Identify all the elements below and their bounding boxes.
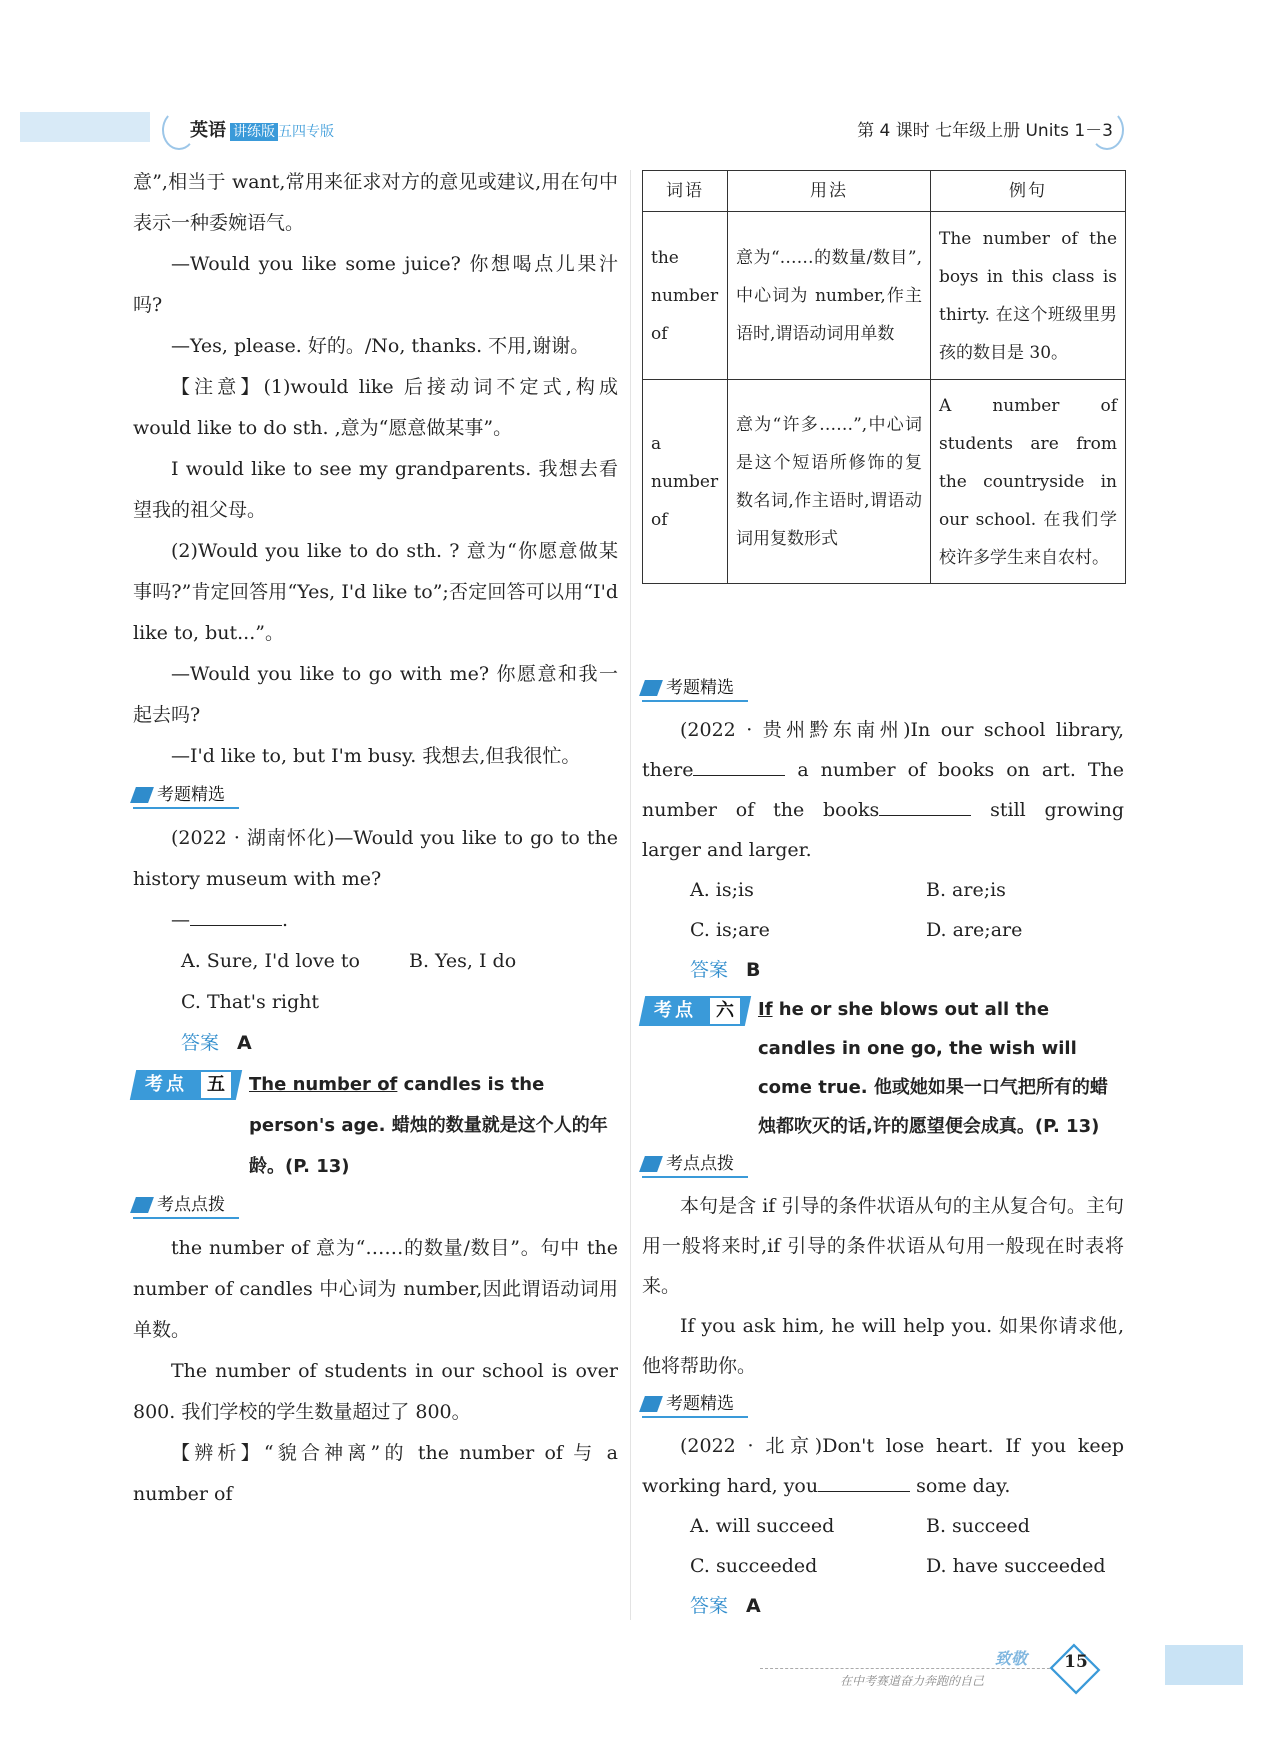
paragraph: the number of 意为“……的数量/数目”。句中 the number of candles 中心词为 number,因此谓语动词用单数。 [133,1237,618,1341]
options-row [642,910,1124,950]
option-d: D. are;are [926,919,1023,941]
answer-value: B [746,959,761,981]
options-row [133,982,618,1023]
answer-blank [693,753,785,776]
key-point-text [249,1064,618,1187]
option-b: B. succeed [926,1515,1030,1537]
key-point-six [642,990,1124,1146]
pen-icon [130,1197,154,1213]
question-part: still growing larger and larger. [642,799,1124,861]
options-row [642,1506,1124,1546]
answer-blank [879,793,971,816]
options-row [642,870,1124,910]
key-point-label: 考点 [654,1000,696,1021]
edition-subtitle: 五四专版 [278,124,334,140]
note-paragraph-2: (2)Would you like to do sth. ? 意为“你愿意做某事吗?”肯定回答用“Yes, I'd like to”;否定回答可以用“I'd like to, but...”。 [133,540,618,644]
page-number: 15 [1064,1652,1088,1672]
key-point-body: candles is the person's age. 蜡烛的数量就是这个人的年龄。(P. 13) [249,1074,608,1177]
key-point-five [133,1064,618,1187]
key-point-badge [642,996,748,1026]
exam-question [642,710,1124,870]
key-point-underlined: The number of [249,1074,398,1095]
answer-row [642,950,1124,990]
answer-value: A [746,1595,761,1617]
option-b: B. are;is [926,879,1006,901]
header-brand [190,116,334,142]
table-cell-word: the number of [643,212,728,380]
footer-logo: 致敬 [995,1649,1028,1668]
section-tag-label: 考题精选 [157,785,225,805]
section-tag-exam [642,676,748,702]
answer-label: 答案 [690,959,729,981]
table-cell-example: A number of students are from the countryside in our school. 在我们学校许多学生来自农村。 [931,380,1126,584]
period: . [282,909,289,931]
note-paragraph: 【注意】(1)would like 后接动词不定式,构成 would like to do sth. ,意为“愿意做某事”。 [133,376,618,439]
answer-row [642,1586,1124,1626]
pen-icon [639,680,663,696]
options-row [642,1546,1124,1586]
key-point-text [758,990,1124,1146]
section-tag-label: 考题精选 [666,1394,734,1414]
paragraph: 本句是含 if 引导的条件状语从句的主从复合句。主句用一般将来时,if 引导的条件状语从句用一般现在时表将来。 [642,1195,1124,1297]
pen-icon [639,1156,663,1172]
table-row [643,380,1126,584]
section-tag-exam [133,783,239,809]
key-point-body: he or she blows out all the candles in one go, the wish will come true. 他或她如果一口气把所有的蜡烛都吹灭的话,许的愿望便会成真。(P. 13) [758,999,1108,1137]
answer-label: 答案 [181,1032,220,1054]
column-divider [630,170,631,1620]
table-header-row [643,171,1126,212]
question-part: (2022 · 北京)Don't lose heart. If you keep working hard, you [642,1435,1124,1497]
dash: — [171,909,190,931]
option-d: D. have succeeded [926,1555,1106,1577]
table-header: 例句 [931,171,1126,212]
pen-icon [639,1396,663,1412]
right-column [642,670,1124,1626]
section-tag-label: 考点点拨 [157,1195,225,1215]
key-point-number: 五 [201,1072,231,1098]
key-point-badge [133,1070,239,1100]
header-band [20,112,150,142]
answer-value: A [237,1032,252,1054]
answer-blank [190,903,282,926]
exam-question: (2022 · 湖南怀化)—Would you like to go to the history museum with me? [133,827,618,890]
example-answer-2: —I'd like to, but I'm busy. 我想去,但我很忙。 [171,745,581,767]
answer-label: 答案 [690,1595,729,1617]
key-point-underlined: If [758,999,773,1020]
question-part: a number of books on art. The number of the books [642,759,1124,821]
section-tag-label: 考点点拨 [666,1154,734,1174]
option-c: C. That's right [181,991,320,1013]
table-cell-usage: 意为“……的数量/数目”,中心词为 number,作主语时,谓语动词用单数 [728,212,931,380]
paragraph: 意”,相当于 want,常用来征求对方的意见或建议,用在句中表示一种委婉语气。 [133,171,618,234]
comparison-table [642,170,1126,584]
key-point-label: 考点 [145,1074,187,1095]
option-c: C. succeeded [690,1555,818,1577]
section-tag-label: 考题精选 [666,678,734,698]
option-a: A. is;is [690,879,754,901]
example-sentence: The number of students in our school is over 800. 我们学校的学生数量超过了 800。 [133,1360,618,1423]
analysis-paragraph: 【辨析】“貌合神离”的 the number of 与 a number of [133,1442,618,1505]
option-c: C. is;are [690,919,770,941]
option-a: A. Sure, I'd love to [181,950,360,972]
pen-icon [130,787,154,803]
table-cell-example: The number of the boys in this class is thirty. 在这个班级里男孩的数目是 30。 [931,212,1126,380]
left-column [133,162,618,1515]
section-tag-tips [133,1193,239,1219]
example-sentence: If you ask him, he will help you. 如果你请求他,他将帮助你。 [642,1315,1124,1377]
example-sentence: I would like to see my grandparents. 我想去看望我的祖父母。 [133,458,618,521]
option-b: B. Yes, I do [409,950,517,972]
table-cell-word: a number of [643,380,728,584]
footer-band [1165,1645,1243,1685]
table-row [643,212,1126,380]
section-tag-exam [642,1392,748,1418]
table-header: 用法 [728,171,931,212]
exam-blank-line [133,900,618,941]
question-part: (2022 · 贵州黔东南州)In our school library, there [642,719,1124,781]
section-tag-tips [642,1152,748,1178]
footer-slogan: 在中考赛道奋力奔跑的自己 [840,1674,985,1688]
question-part: some day. [916,1475,1011,1497]
example-question: —Would you like some juice? 你想喝点儿果汁吗? [133,253,618,316]
answer-blank [818,1469,910,1492]
option-a: A. will succeed [690,1515,835,1537]
header-right-arc [1090,110,1124,150]
key-point-number: 六 [710,998,740,1024]
exam-question [642,1426,1124,1506]
example-answer: —Yes, please. 好的。/No, thanks. 不用,谢谢。 [171,335,590,357]
options-row [133,941,618,982]
answer-row [133,1023,618,1064]
example-question-2: —Would you like to go with me? 你愿意和我一起去吗? [133,663,618,726]
table-header: 词语 [643,171,728,212]
table-cell-usage: 意为“许多……”,中心词是这个短语所修饰的复数名词,作主语时,谓语动词用复数形式 [728,380,931,584]
subject-title: 英语 [190,120,226,141]
lesson-title: 第 4 课时 七年级上册 Units 1－3 [857,121,1113,141]
edition-badge: 讲练版 [230,123,278,141]
